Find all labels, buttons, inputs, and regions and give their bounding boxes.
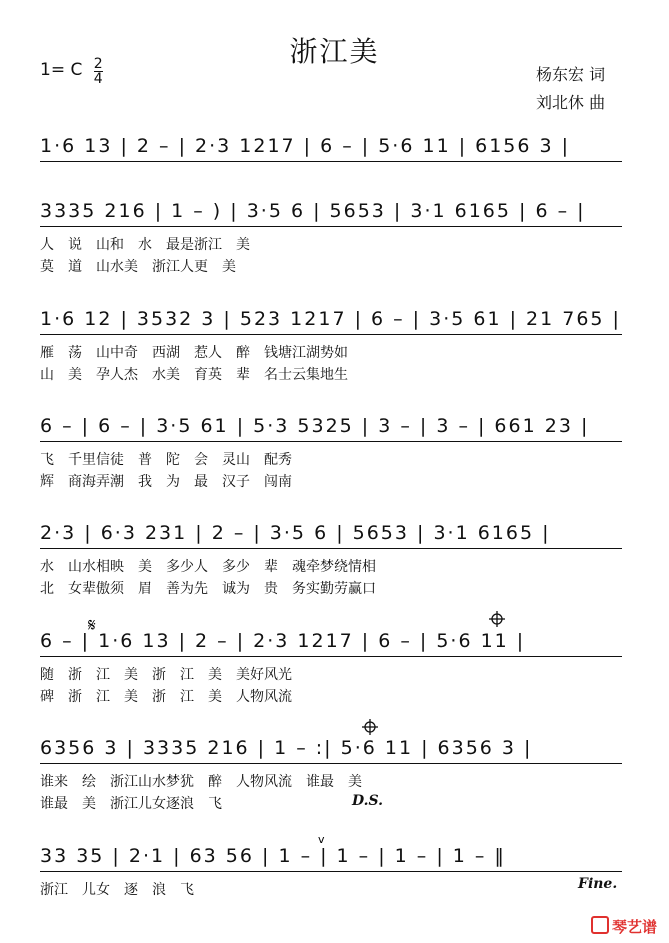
notation-row: 6 – | 6 – | 3·5 61 | 5·3 5325 | 3 – | 3 – | 661 23 | [40, 415, 590, 437]
ds-marking: D.S. [352, 793, 384, 809]
lyricist-credit: 杨东宏 词 [536, 65, 606, 84]
notation-row: 3335 216 | 1 – ) | 3·5 6 | 5653 | 3·1 6165 | 6 – | [40, 200, 586, 222]
lyrics-verse-2: 山 美 孕人杰 水美 育英 辈 名士云集地生 [40, 367, 348, 383]
lyrics-verse-2: 辉 商海弄潮 我 为 最 汉子 闯南 [40, 474, 292, 490]
lyrics-verse-2: 碑 浙 江 美 浙 江 美 人物风流 [40, 689, 292, 705]
composer-credit: 刘北休 曲 [536, 93, 606, 112]
lyrics-verse-1: 飞 千里信徒 普 陀 会 灵山 配秀 [40, 452, 292, 468]
watermark-text: 琴艺谱 [611, 918, 657, 936]
lyrics-verse-1: 谁来 绘 浙江山水梦犹 醉 人物风流 谁最 美 [40, 774, 362, 790]
segno-icon: 𝄋 [88, 615, 96, 636]
key-label: 1= C [40, 60, 83, 80]
time-bottom: 4 [93, 71, 103, 87]
lyrics-verse-1: 随 浙 江 美 浙 江 美 美好风光 [40, 667, 292, 683]
lyrics-verse-1: 人 说 山和 水 最是浙江 美 [40, 237, 250, 253]
notation-row: 6356 3 | 3335 216 | 1 – :| 5·6 11 | 6356 3 | [40, 737, 533, 759]
lyrics-verse-2: 北 女辈傲须 眉 善为先 诚为 贵 务实勤劳赢口 [40, 581, 376, 597]
notation-row: 2·3 | 6·3 231 | 2 – | 3·5 6 | 5653 | 3·1 6165 | [40, 522, 551, 544]
coda-icon-2 [362, 719, 378, 735]
lyrics-verse-1: 雁 荡 山中奇 西湖 惹人 醉 钱塘江湖势如 [40, 345, 348, 361]
fine-marking: Fine. [578, 876, 618, 892]
notation-row: 33 35 | 2·1 | 63 56 | 1 – | 1 – | 1 – | 1 – ‖ [40, 845, 506, 867]
page-title: 浙江美 [289, 35, 380, 68]
notation-row: 6 – | 1·6 13 | 2 – | 2·3 1217 | 6 – | 5·6 11 | [40, 630, 526, 652]
coda-icon-1 [489, 611, 505, 627]
lyrics-verse-2: 谁最 美 浙江儿女逐浪 飞 [40, 796, 222, 812]
lyrics-verse-1: 浙江 儿女 逐 浪 飞 [40, 882, 194, 898]
breath-mark-icon: v [318, 833, 325, 846]
lyrics-verse-2: 莫 道 山水美 浙江人更 美 [40, 259, 236, 275]
notation-row: 1·6 13 | 2 – | 2·3 1217 | 6 – | 5·6 11 | 6156 3 | [40, 135, 571, 157]
time-top: 2 [93, 56, 103, 72]
lyrics-verse-1: 水 山水相映 美 多少人 多少 辈 魂牵梦绕情相 [40, 559, 376, 575]
notation-row: 1·6 12 | 3532 3 | 523 1217 | 6 – | 3·5 61 | 21 765 | [40, 308, 621, 330]
